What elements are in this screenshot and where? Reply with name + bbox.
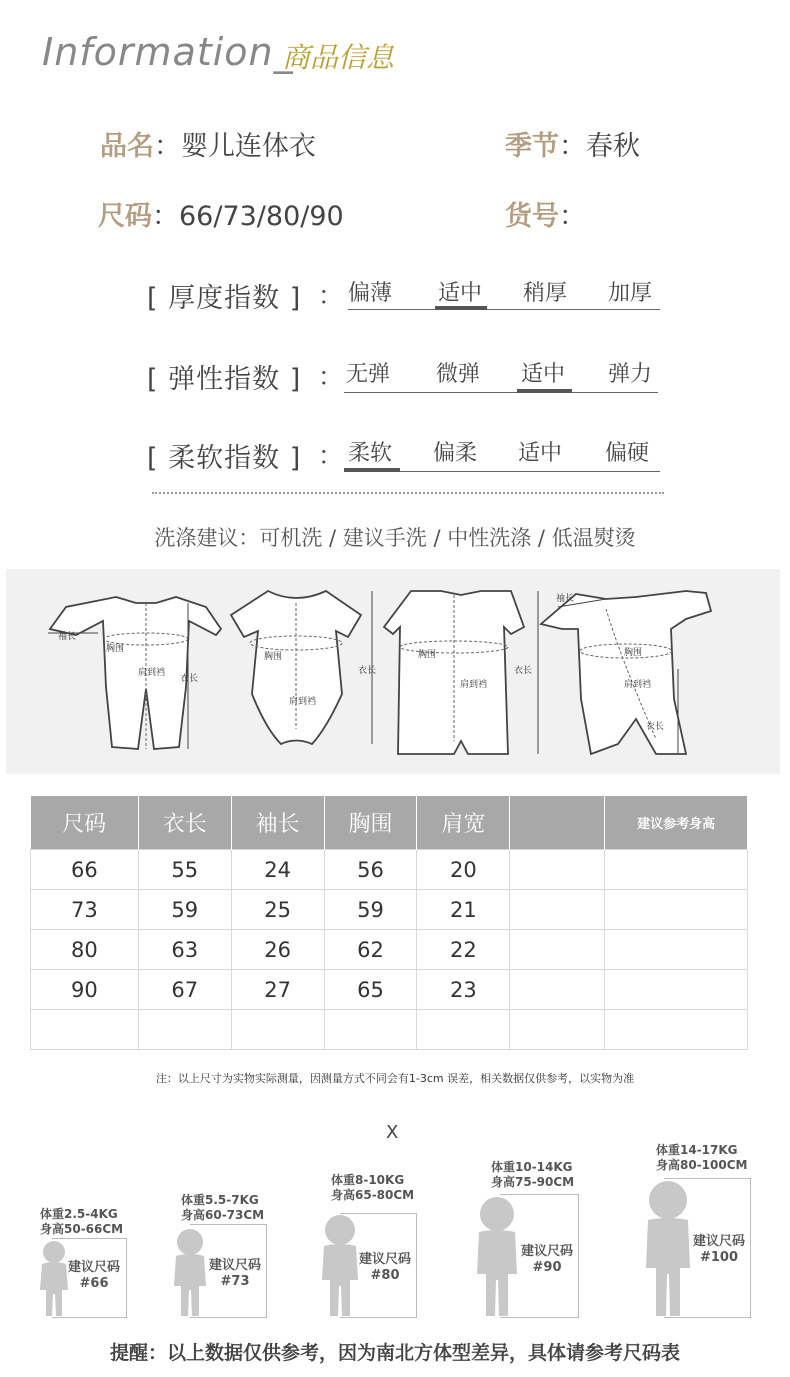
cell	[417, 1010, 510, 1050]
cell: 66	[31, 850, 139, 890]
index-title: [ 柔软指数 ]	[147, 443, 302, 474]
label-length: 衣长	[646, 722, 665, 732]
garment-diagram	[6, 569, 780, 774]
reminder-text: 提醒：以上数据仅供参考，因为南北方体型差异，具体请参考尺码表	[109, 1342, 680, 1364]
cell: 90	[31, 970, 139, 1010]
th-height: 建议参考身高	[605, 796, 748, 850]
cell	[510, 1010, 605, 1050]
th-sleeve: 袖长	[231, 796, 324, 850]
index-colon: ：	[318, 281, 344, 310]
kid-weight: 体重14-17KG	[656, 1143, 738, 1157]
index-title: [ 弹性指数 ]	[147, 364, 302, 395]
index-option: 无弹	[345, 362, 390, 387]
table-header-row	[31, 796, 748, 850]
cell: 22	[417, 930, 510, 970]
kid-height: 身高75-90CM	[491, 1175, 575, 1189]
label-shoulder-crotch: 肩到裆	[624, 680, 652, 690]
index-option-selected: 适中	[437, 281, 482, 306]
cell: 73	[31, 890, 139, 930]
index-option-selected: 柔软	[347, 441, 392, 466]
header-english: Information_	[42, 30, 294, 74]
size-table	[30, 796, 748, 1050]
cell: 80	[31, 930, 139, 970]
index-colon: ：	[318, 441, 344, 470]
cell: 26	[231, 930, 324, 970]
sku-label: 货号	[505, 201, 559, 232]
cell	[510, 850, 605, 890]
cell: 56	[324, 850, 417, 890]
kid-4-info	[491, 1160, 574, 1190]
index-option: 适中	[517, 441, 562, 466]
label-shoulder-crotch: 肩到裆	[138, 668, 166, 678]
index-option: 偏柔	[432, 441, 477, 466]
suggest-label: 建议尺码	[208, 1258, 261, 1273]
suggest-label: 建议尺码	[67, 1260, 120, 1275]
size-value: 66/73/80/90	[179, 201, 344, 232]
index-colon: ：	[318, 362, 344, 391]
cell	[605, 1010, 748, 1050]
cell: 62	[324, 930, 417, 970]
index-option-selected: 适中	[520, 362, 565, 387]
label-sleeve: 袖长	[556, 594, 575, 604]
suggest-label: 建议尺码	[358, 1252, 411, 1267]
cell: 65	[324, 970, 417, 1010]
kids-size-guide	[0, 1140, 790, 1330]
cell	[231, 1010, 324, 1050]
index-option: 偏薄	[347, 281, 392, 306]
kid-weight: 体重2.5-4KG	[40, 1207, 118, 1221]
label-shoulder-crotch: 肩到裆	[289, 697, 317, 707]
index-title: [ 厚度指数 ]	[147, 283, 302, 314]
label-chest: 胸围	[264, 652, 283, 662]
season-value: 春秋	[586, 131, 640, 162]
kid-weight: 体重10-14KG	[491, 1160, 573, 1174]
wash-instructions: 洗涤建议：可机洗 / 建议手洗 / 中性洗涤 / 低温熨烫	[154, 526, 636, 550]
cell: 21	[417, 890, 510, 930]
kid-5-suggest	[686, 1234, 752, 1266]
cell	[138, 1010, 231, 1050]
index-baseline	[344, 392, 658, 393]
index-selected-marker	[517, 389, 572, 393]
label-sleeve: 袖长	[58, 632, 77, 642]
kid-2-suggest	[202, 1258, 268, 1290]
index-selected-marker	[344, 468, 400, 472]
label-chest: 胸围	[106, 644, 125, 654]
x-mark: X	[386, 1122, 399, 1143]
index-option: 稍厚	[522, 281, 567, 306]
index-baseline	[348, 309, 660, 310]
cell: 23	[417, 970, 510, 1010]
th-length: 衣长	[138, 796, 231, 850]
index-option: 偏硬	[604, 441, 649, 466]
season-label: 季节	[505, 131, 559, 162]
table-row	[31, 970, 748, 1010]
kid-height: 身高65-80CM	[331, 1188, 415, 1202]
table-row	[31, 890, 748, 930]
header-chinese: 商品信息	[282, 41, 395, 74]
suggest-size: #90	[532, 1260, 562, 1275]
label-chest: 胸围	[418, 650, 437, 660]
kid-3-info	[331, 1173, 414, 1203]
kid-2-info	[181, 1193, 264, 1223]
thickness-index	[0, 270, 790, 320]
suggest-size: #100	[699, 1250, 739, 1265]
dotted-divider	[152, 492, 664, 494]
table-row	[31, 1010, 748, 1050]
th-empty	[510, 796, 605, 850]
info-sku: 货号：	[505, 201, 586, 232]
softness-index	[0, 430, 790, 480]
index-option: 微弹	[435, 362, 480, 387]
kid-weight: 体重5.5-7KG	[181, 1193, 259, 1207]
suggest-size: #80	[370, 1268, 400, 1283]
cell	[605, 930, 748, 970]
suggest-label: 建议尺码	[692, 1234, 745, 1249]
size-label: 尺码	[98, 201, 152, 232]
kid-3-suggest	[352, 1252, 418, 1284]
info-name: 品名：婴儿连体衣	[100, 131, 316, 162]
suggest-size: #73	[220, 1274, 250, 1289]
garment-kimono-romper	[541, 591, 711, 754]
elasticity-index	[0, 351, 790, 401]
cell: 59	[324, 890, 417, 930]
cell	[605, 970, 748, 1010]
kid-height: 身高60-73CM	[181, 1208, 265, 1222]
suggest-label: 建议尺码	[520, 1244, 573, 1259]
label-length: 衣长	[180, 674, 199, 684]
cell	[31, 1010, 139, 1050]
cell: 24	[231, 850, 324, 890]
name-label: 品名	[100, 131, 154, 162]
kid-height: 身高50-66CM	[40, 1222, 124, 1236]
index-option: 弹力	[607, 362, 652, 387]
cell	[510, 970, 605, 1010]
kid-weight: 体重8-10KG	[331, 1173, 405, 1187]
info-size: 尺码：66/73/80/90	[98, 201, 344, 232]
cell: 20	[417, 850, 510, 890]
info-season: 季节：春秋	[505, 131, 640, 162]
th-shoulder: 肩宽	[417, 796, 510, 850]
cell: 55	[138, 850, 231, 890]
index-option: 加厚	[607, 281, 652, 306]
kid-4-suggest	[514, 1244, 580, 1276]
table-row	[31, 930, 748, 970]
cell	[510, 890, 605, 930]
label-length: 衣长	[514, 666, 533, 676]
kid-5-info	[656, 1143, 747, 1173]
cell: 25	[231, 890, 324, 930]
cell	[324, 1010, 417, 1050]
kid-1-info	[40, 1207, 123, 1237]
cell: 59	[138, 890, 231, 930]
cell	[605, 850, 748, 890]
table-row	[31, 850, 748, 890]
cell	[510, 930, 605, 970]
cell: 63	[138, 930, 231, 970]
measurement-note: 注：以上尺寸为实物实际测量，因测量方式不同会有1-3cm 误差，相关数据仅供参考，以实物为准	[155, 1072, 635, 1085]
label-length: 衣长	[358, 666, 377, 676]
kid-1-suggest	[62, 1260, 126, 1292]
garment-longsleeve-romper	[50, 597, 221, 749]
label-shoulder-crotch: 肩到裆	[460, 680, 488, 690]
garment-illustrations	[6, 569, 780, 774]
label-chest: 胸围	[624, 648, 643, 658]
th-size: 尺码	[31, 796, 139, 850]
cell: 27	[231, 970, 324, 1010]
th-chest: 胸围	[324, 796, 417, 850]
name-value: 婴儿连体衣	[181, 131, 316, 162]
suggest-size: #66	[79, 1276, 109, 1291]
cell	[605, 890, 748, 930]
cell: 67	[138, 970, 231, 1010]
index-selected-marker	[435, 306, 487, 310]
kid-height: 身高80-100CM	[656, 1158, 748, 1172]
